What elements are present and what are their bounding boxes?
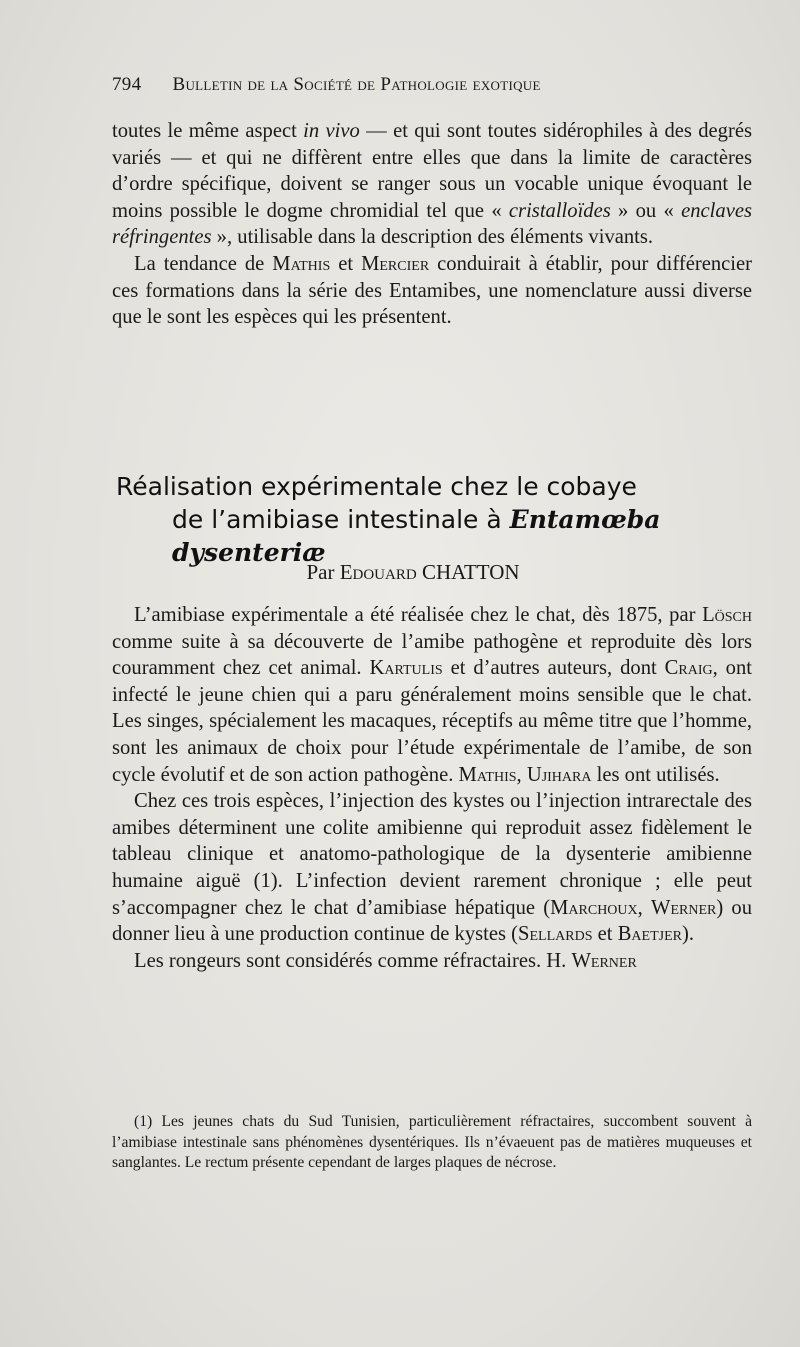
article-title-line-2: de l’amibiase intestinale à Entamœba dysenteriæ — [172, 505, 661, 567]
running-header — [112, 74, 752, 96]
paragraph: Les rongeurs sont considérés comme réfractaires. H. Werner — [134, 949, 637, 972]
previous-article-conclusion — [112, 118, 752, 331]
article-body — [112, 602, 752, 974]
paragraph: L’amibiase expérimentale a été réalisée chez le chat, dès 1875, par Lösch comme suite à sa découverte de l’amibe pathogène et reproduite dès lors couramment chez cet animal. Kartulis et d’autres auteurs, dont Craig, ont infecté le jeune chien qui a paru généralement moins sensible que le chat. Les singes, spécialement les macaques, réceptifs au même titre que l’homme, sont les animaux de choix pour l’étude expérimentale de l’amibe, de son cycle évolutif et de son action pathogène. Mathis, Ujihara les ont utilisés. — [112, 604, 752, 786]
paragraph: La tendance de Mathis et Mercier conduirait à établir, pour différencier ces formations dans la série des Entamibes, une nomenclature aussi diverse que le sont les espèces qui les présentent. — [112, 252, 752, 329]
page-number: 794 — [112, 74, 142, 95]
footnote — [112, 1112, 752, 1174]
article-title — [112, 470, 752, 569]
paragraph: Chez ces trois espèces, l’injection des kystes ou l’injection intrarectale des amibes déterminent une colite amibienne qui reproduit assez fidèlement le tableau clinique et anatomo-pathologique de la dysenterie amibienne humaine aiguë (1). L’infection devient rarement chronique ; elle peut s’accompagner chez le chat d’amibiase hépatique (Marchoux, Werner) ou donner lieu à une production continue de kystes (Sellards et Baetjer). — [112, 790, 753, 946]
footnote-text: (1) Les jeunes chats du Sud Tunisien, particulièrement réfractaires, succombent souvent à l’amibiase intestinale sans phénomènes dysentériques. Ils n’évaeuent pas de matières muqueuses et sanglantes. Le rectum présente cependant de larges plaques de nécrose. — [112, 1113, 752, 1171]
paragraph: toutes le même aspect in vivo — et qui sont toutes sidérophiles à des degrés variés — et qui ne diffèrent entre elles que dans la limite de caractères d’ordre spécifique, doivent se ranger sous un vocable unique évoquant le moins possible le dogme chromidial tel que « cristalloïdes » ou « enclaves réfringentes », utilisable dans la description des éléments vivants. — [112, 120, 753, 249]
author-line: Par Edouard CHATTON — [306, 560, 520, 584]
article-title-line-1: Réalisation expérimentale chez le cobaye — [116, 472, 637, 501]
journal-title: Bulletin de la Société de Pathologie exotique — [172, 74, 541, 95]
